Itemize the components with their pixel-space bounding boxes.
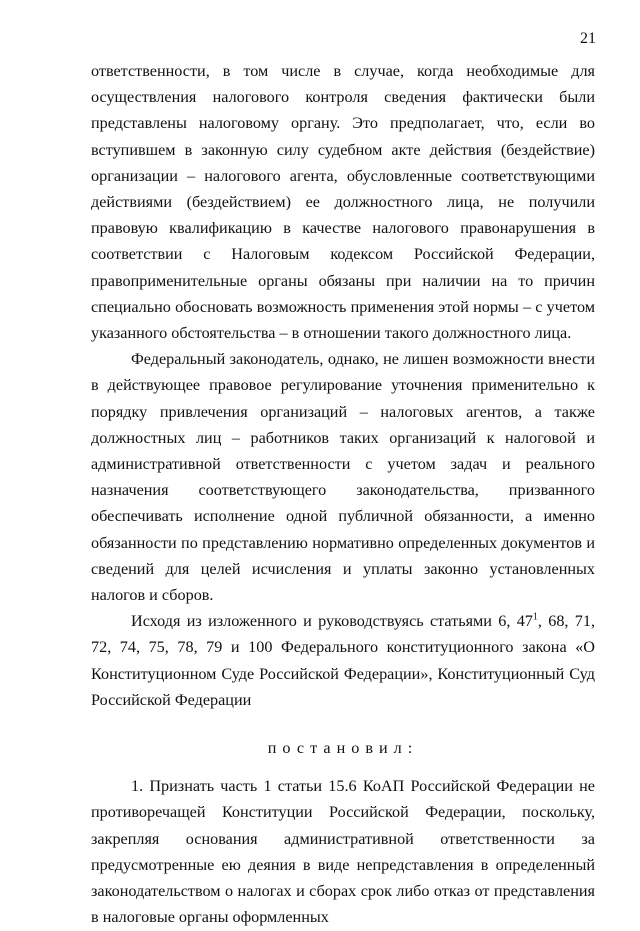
document-body: [91, 58, 595, 931]
paragraph-3: [91, 608, 595, 713]
paragraph-4: 1. Признать часть 1 статьи 15.6 КоАП Российской Федерации не противоречащей Конституции Российской Федерации, поскольку, закрепляя основания административной ответственности за предусмотренные ею деяния в виде непредставления в определенный законодательством о налогах и сборах срок либо отказ от представления в налоговые органы оформленных: [91, 777, 595, 927]
paragraph-2: Федеральный законодатель, однако, не лишен возможности внести в действующее правовое регулирование уточнения применительно к порядку привлечения организаций – налоговых агентов, а также должностных лиц – работников таких организаций к налоговой и административной ответственности с учетом задач и реального назначения соответствующего законодательства, призванного обеспечивать исполнение одной публичной обязанности, а именно обязанности по представлению нормативно определенных документов и сведений для целей исчисления и уплаты законно установленных налогов и сборов.: [91, 350, 595, 605]
superscript: 1: [532, 611, 538, 623]
resolution-heading: постановил:: [267, 739, 419, 758]
page-number: 21: [580, 30, 596, 47]
paragraph-3-start: Исходя из изложенного и руководствуясь статьями 6, 47: [131, 612, 533, 631]
paragraph-1: ответственности, в том числе в случае, когда необходимые для осуществления налогового контроля сведения фактически были представлены налоговому органу. Это предполагает, что, если во вступившем в законную силу судебном акте действия (бездействие) организации – налогового агента, обусловленные соответствующими действиями (бездействием) ее должностного лица, не получили правовую квалификацию в качестве налогового правонарушения в соответствии с Налоговым кодексом Российской Федерации, правоприменительные органы обязаны при наличии на то причин специально обосновать возможность применения этой нормы – с учетом указанного обстоятельства – в отношении такого должностного лица.: [91, 62, 595, 343]
paragraph-3-end: , 68, 71, 72, 74, 75, 78, 79 и 100 Федерального конституционного закона «О Конституционном Суде Российской Федерации», Конституционный Суд Российской Федерации: [91, 612, 595, 709]
